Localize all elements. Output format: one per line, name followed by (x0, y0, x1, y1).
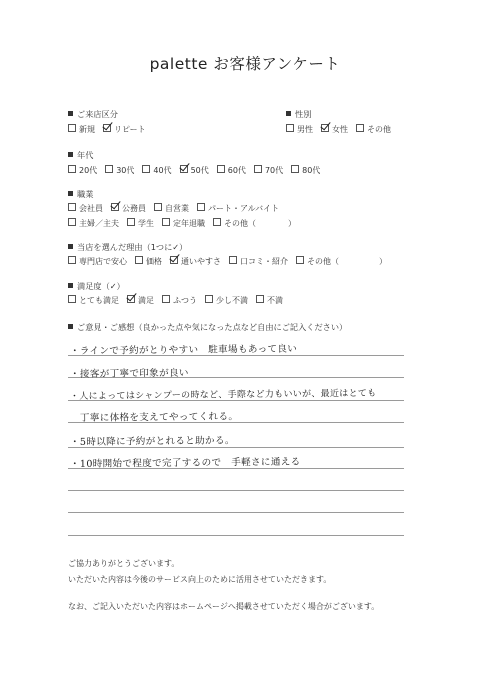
publication-note: なお、ご記入いただいた内容はホームページへ掲載させていただく場合がございます。 (68, 602, 380, 611)
checkbox[interactable] (286, 124, 294, 132)
option-label: ふつう (173, 296, 197, 305)
option-label: 公務員 (122, 204, 146, 213)
option-label: 会社員 (79, 204, 103, 213)
checkbox[interactable] (217, 165, 225, 173)
gender-section-label: 性別 (286, 109, 311, 120)
option-新規[interactable] (68, 124, 95, 135)
checkbox[interactable] (142, 165, 150, 173)
option-label: その他（ ） (224, 219, 296, 228)
section-bullet-icon (68, 111, 73, 116)
checkbox[interactable] (105, 165, 113, 173)
option-会社員[interactable] (68, 203, 103, 214)
satisfaction-section-label: 満足度（✓） (68, 281, 125, 292)
section-bullet-icon (68, 324, 73, 329)
satisfaction-options (68, 295, 291, 306)
option-label: 20代 (79, 166, 98, 175)
option-label: 男性 (297, 125, 313, 134)
option-公務員[interactable] (111, 203, 146, 214)
section-bullet-icon (286, 111, 291, 116)
option-label: 満足 (138, 296, 154, 305)
age-section-label: 年代 (68, 150, 93, 161)
checked-checkbox[interactable] (321, 124, 329, 132)
option-不満[interactable] (256, 295, 283, 306)
option-60代[interactable] (217, 165, 246, 176)
checkbox[interactable] (162, 218, 170, 226)
handwritten-comment-line: 丁寧に体格を支えてやってくれる。 (69, 411, 239, 424)
option-label: 自営業 (165, 204, 189, 213)
option-label: その他 (367, 125, 391, 134)
section-bullet-icon (68, 283, 73, 288)
gender-options (286, 124, 399, 135)
option-label: とても満足 (79, 296, 119, 305)
option-label: 不満 (267, 296, 283, 305)
handwritten-comment-line: ・10時開始で程度で完了するので 手軽さに通える (69, 456, 301, 470)
checked-checkbox[interactable] (180, 165, 188, 173)
option-label: リピート (114, 125, 146, 134)
option-label: 少し不満 (216, 296, 248, 305)
option-label: 価格 (146, 257, 162, 266)
visit-section-label: ご来店区分 (68, 109, 118, 120)
checkbox[interactable] (356, 124, 364, 132)
checkbox[interactable] (213, 218, 221, 226)
survey-title: palette お客様アンケート (149, 55, 341, 73)
option-少し不満[interactable] (205, 295, 248, 306)
option-主婦／主夫[interactable] (68, 218, 119, 229)
option-label: 70代 (264, 166, 284, 175)
option-label: その他（ ） (307, 257, 387, 266)
comments-section-label: ご意見・ご感想（良かった点や気になった点など自由にご記入ください） (68, 322, 347, 333)
option-その他[interactable] (356, 124, 391, 135)
option-価格[interactable] (135, 256, 162, 267)
job-options-row2 (68, 218, 304, 229)
reason-section-label: 当店を選んだ理由（1つに✓） (68, 242, 187, 253)
option-label: 学生 (138, 219, 154, 228)
checkbox[interactable] (68, 218, 76, 226)
option-その他（ ）[interactable] (213, 218, 296, 229)
option-自営業[interactable] (154, 203, 189, 214)
checkbox[interactable] (135, 256, 143, 264)
option-80代[interactable] (291, 165, 320, 176)
checked-checkbox[interactable] (127, 295, 135, 303)
checkbox[interactable] (296, 256, 304, 264)
handwritten-comment-line: ・ラインで予約がとりやすい 駐車場もあって良い (69, 343, 298, 357)
comment-rule (68, 535, 404, 536)
checked-checkbox[interactable] (111, 203, 119, 211)
handwritten-comment-line: ・人によってはシャンプーの時など、手際など力もいいが、最近はとても (69, 388, 377, 402)
checkbox[interactable] (68, 256, 76, 264)
checkbox[interactable] (68, 295, 76, 303)
option-label: 50代 (190, 166, 209, 175)
checkbox[interactable] (229, 256, 237, 264)
checkbox[interactable] (205, 295, 213, 303)
option-ふつう[interactable] (162, 295, 197, 306)
checkbox[interactable] (162, 295, 170, 303)
option-通いやすさ[interactable] (170, 256, 221, 267)
comment-rule (68, 490, 404, 491)
option-50代[interactable] (180, 165, 209, 176)
option-label: 口コミ・紹介 (240, 257, 288, 266)
option-学生[interactable] (127, 218, 154, 229)
option-とても満足[interactable] (68, 295, 119, 306)
option-label: 80代 (302, 166, 321, 175)
option-label: 新規 (79, 125, 95, 134)
thanks-text: ご協力ありがとうございます。 (68, 559, 180, 568)
section-bullet-icon (68, 152, 73, 157)
option-30代[interactable] (105, 165, 134, 176)
option-label: 女性 (332, 125, 348, 134)
option-label: 専門店で安心 (79, 257, 127, 266)
checkbox[interactable] (68, 124, 76, 132)
option-男性[interactable] (286, 124, 313, 135)
comment-rule (68, 512, 404, 513)
handwritten-comment-line: ・接客が丁寧で印象が良い (69, 367, 189, 380)
option-label: 通いやすさ (181, 257, 221, 266)
checkbox[interactable] (127, 218, 135, 226)
option-40代[interactable] (142, 165, 171, 176)
checkbox[interactable] (68, 203, 76, 211)
option-70代[interactable] (254, 165, 283, 176)
option-label: 定年退職 (173, 219, 205, 228)
job-options-row1 (68, 203, 287, 214)
reason-options (68, 256, 395, 267)
age-options (68, 165, 328, 176)
checked-checkbox[interactable] (170, 256, 178, 264)
handwritten-comment-line: ・5時以降に予約がとれると助かる。 (69, 435, 235, 448)
checkbox[interactable] (68, 165, 76, 173)
checkbox[interactable] (256, 295, 264, 303)
option-満足[interactable] (127, 295, 154, 306)
option-定年退職[interactable] (162, 218, 205, 229)
option-label: 30代 (116, 166, 135, 175)
checked-checkbox[interactable] (103, 124, 111, 132)
option-女性[interactable] (321, 124, 348, 135)
option-label: パート・アルバイト (208, 204, 280, 213)
option-その他（ ）[interactable] (296, 256, 387, 267)
checkbox[interactable] (197, 203, 205, 211)
checkbox[interactable] (254, 165, 262, 173)
option-口コミ・紹介[interactable] (229, 256, 288, 267)
option-20代[interactable] (68, 165, 97, 176)
checkbox[interactable] (154, 203, 162, 211)
option-label: 60代 (227, 166, 246, 175)
option-label: 主婦／主夫 (79, 219, 119, 228)
usage-text: いただいた内容は今後のサービス向上のために活用させていただきます。 (68, 575, 332, 584)
option-専門店で安心[interactable] (68, 256, 127, 267)
visit-options (68, 124, 154, 135)
section-bullet-icon (68, 244, 73, 249)
checkbox[interactable] (291, 165, 299, 173)
job-section-label: 職業 (68, 189, 93, 200)
option-リピート[interactable] (103, 124, 146, 135)
option-パート・アルバイト[interactable] (197, 203, 279, 214)
option-label: 40代 (153, 166, 172, 175)
section-bullet-icon (68, 191, 73, 196)
